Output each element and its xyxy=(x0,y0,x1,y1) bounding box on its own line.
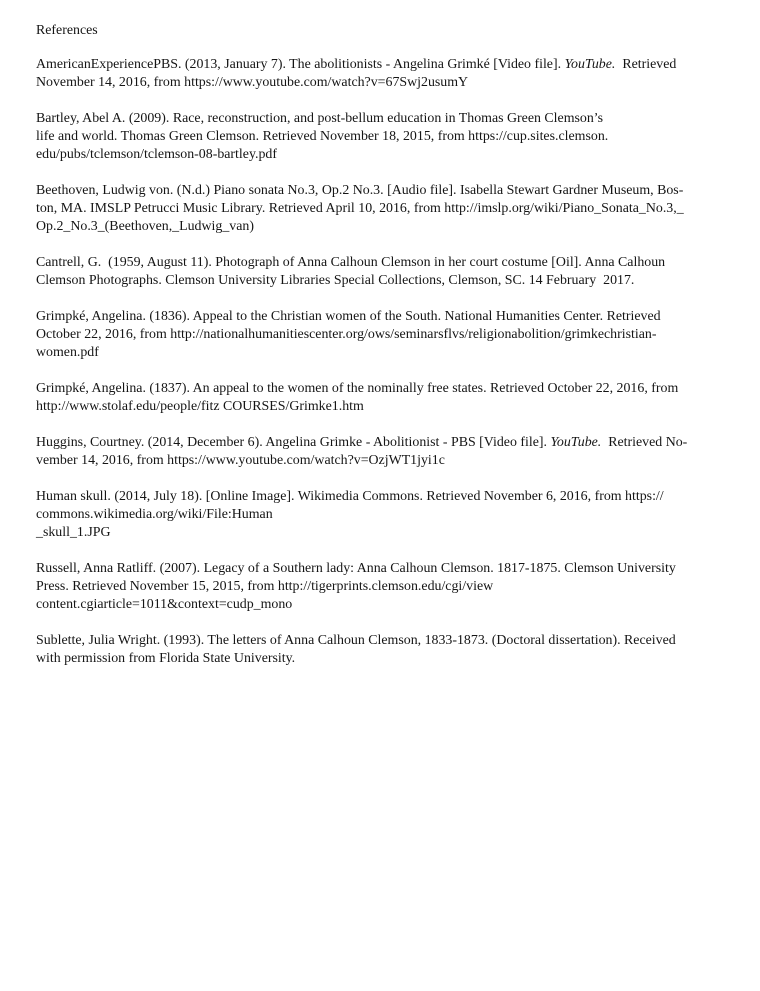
reference-line xyxy=(36,452,728,470)
reference-line xyxy=(36,650,728,668)
reference-line xyxy=(36,344,728,362)
reference-text: November 14, 2016, from https://www.youtube.com/watch?v=67Swj2usumY xyxy=(36,75,469,90)
reference-entry xyxy=(36,308,728,362)
reference-entry xyxy=(36,560,728,614)
reference-text: ton, MA. IMSLP Petrucci Music Library. Retrieved April 10, 2016, from http://imslp.org/wiki/Piano_Sonata_No.3,_ xyxy=(36,201,684,216)
reference-text: Grimpké, Angelina. (1837). An appeal to the women of the nominally free states. Retrieved October 22, 2016, from xyxy=(36,381,679,396)
reference-text: Bartley, Abel A. (2009). Race, reconstruction, and post-bellum education in Thomas Green Clemson’s xyxy=(36,111,604,126)
reference-text: Sublette, Julia Wright. (1993). The letters of Anna Calhoun Clemson, 1833-1873. (Doctoral dissertation). Received xyxy=(36,633,676,648)
reference-text: vember 14, 2016, from https://www.youtube.com/watch?v=OzjWT1jyi1c xyxy=(36,453,445,468)
reference-text-italic: YouTube. xyxy=(564,57,616,72)
reference-text: Clemson Photographs. Clemson University Libraries Special Collections, Clemson, SC. 14 February 2017. xyxy=(36,273,635,288)
reference-line xyxy=(36,254,728,272)
reference-line xyxy=(36,578,728,596)
reference-entry xyxy=(36,110,728,164)
reference-line xyxy=(36,56,728,74)
reference-text: Human skull. (2014, July 18). [Online Image]. Wikimedia Commons. Retrieved November 6, 2016, from https:// xyxy=(36,489,664,504)
reference-text: Grimpké, Angelina. (1836). Appeal to the Christian women of the South. National Humanities Center. Retrieved xyxy=(36,309,661,324)
reference-line xyxy=(36,488,728,506)
reference-entry xyxy=(36,182,728,236)
reference-entry xyxy=(36,632,728,668)
reference-text: Press. Retrieved November 15, 2015, from http://tigerprints.clemson.edu/cgi/view xyxy=(36,579,494,594)
reference-entry xyxy=(36,434,728,470)
reference-line xyxy=(36,128,728,146)
reference-text: Retrieved No- xyxy=(601,435,688,450)
reference-line xyxy=(36,326,728,344)
reference-line xyxy=(36,200,728,218)
reference-entry xyxy=(36,380,728,416)
reference-line xyxy=(36,560,728,578)
reference-text: Russell, Anna Ratliff. (2007). Legacy of a Southern lady: Anna Calhoun Clemson. 1817-1875. Clemson University xyxy=(36,561,676,576)
reference-entry xyxy=(36,254,728,290)
reference-line xyxy=(36,596,728,614)
reference-line xyxy=(36,146,728,164)
reference-line xyxy=(36,632,728,650)
reference-text: October 22, 2016, from http://nationalhumanitiescenter.org/ows/seminarsflvs/religionabolition/grimkechristian- xyxy=(36,327,657,342)
reference-text: AmericanExperiencePBS. (2013, January 7). The abolitionists - Angelina Grimké [Video file]. xyxy=(36,57,565,72)
reference-text: Cantrell, G. (1959, August 11). Photograph of Anna Calhoun Clemson in her court costume [Oil]. Anna Calhoun xyxy=(36,255,666,270)
reference-text-italic: YouTube. xyxy=(550,435,602,450)
reference-line xyxy=(36,506,728,524)
reference-line xyxy=(36,308,728,326)
reference-text: with permission from Florida State University. xyxy=(36,651,296,666)
reference-line xyxy=(36,110,728,128)
reference-text: Retrieved xyxy=(615,57,677,72)
reference-text: edu/pubs/tclemson/tclemson-08-bartley.pdf xyxy=(36,147,277,162)
reference-text: Huggins, Courtney. (2014, December 6). Angelina Grimke - Abolitionist - PBS [Video file]. xyxy=(36,435,551,450)
reference-text: life and world. Thomas Green Clemson. Retrieved November 18, 2015, from https://cup.sites.clemson. xyxy=(36,129,609,144)
reference-line xyxy=(36,380,728,398)
reference-line xyxy=(36,434,728,452)
reference-text: http://www.stolaf.edu/people/fitz COURSES/Grimke1.htm xyxy=(36,399,364,414)
reference-line xyxy=(36,524,728,542)
page-title: References xyxy=(36,23,98,38)
reference-text: _skull_1.JPG xyxy=(36,525,111,540)
reference-line xyxy=(36,398,728,416)
reference-list xyxy=(36,56,728,668)
reference-text: Beethoven, Ludwig von. (N.d.) Piano sonata No.3, Op.2 No.3. [Audio file]. Isabella Stewart Gardner Museum, Bos- xyxy=(36,183,684,198)
reference-line xyxy=(36,272,728,290)
reference-entry xyxy=(36,488,728,542)
reference-text: women.pdf xyxy=(36,345,99,360)
reference-text: commons.wikimedia.org/wiki/File:Human xyxy=(36,507,273,522)
reference-text: content.cgiarticle=1011&context=cudp_mono xyxy=(36,597,293,612)
reference-entry xyxy=(36,56,728,92)
reference-line xyxy=(36,218,728,236)
reference-line xyxy=(36,182,728,200)
references-section xyxy=(36,22,728,686)
reference-line xyxy=(36,74,728,92)
reference-text: Op.2_No.3_(Beethoven,_Ludwig_van) xyxy=(36,219,254,234)
